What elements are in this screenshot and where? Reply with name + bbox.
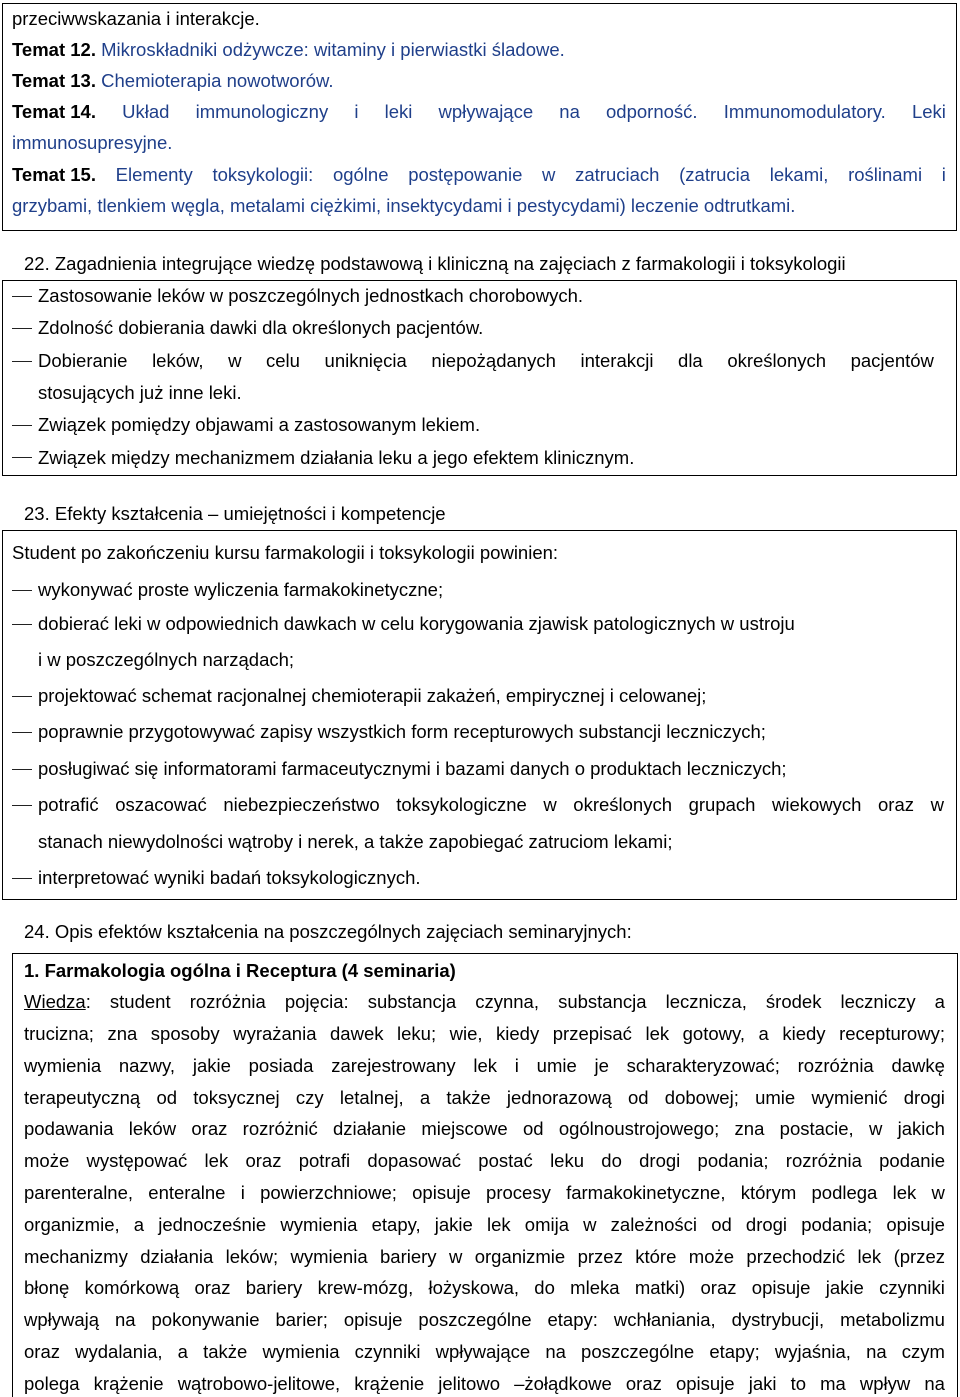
dash-icon	[12, 769, 32, 770]
justified-word: działanie	[333, 1118, 407, 1140]
justified-word: opisuje	[675, 1372, 735, 1394]
justified-word: scharakteryzować;	[626, 1054, 780, 1076]
justified-word: czynniki	[879, 1277, 945, 1299]
justified-word: zna	[107, 1023, 138, 1044]
justified-word: oraz	[245, 1150, 282, 1172]
justified-word: wymienia	[290, 1245, 368, 1267]
justified-word: wymienić	[811, 1086, 888, 1108]
justified-word: opisuje	[412, 1182, 471, 1203]
justified-word: rozróżnić	[242, 1118, 318, 1140]
justified-word: do	[534, 1277, 555, 1299]
justified-word: w	[542, 164, 556, 185]
justified-word: potrafi	[298, 1150, 351, 1172]
justified-word: jelitowo	[438, 1372, 500, 1394]
wiedza-line	[24, 1341, 945, 1363]
justified-word: jakie	[434, 1213, 473, 1235]
justified-word: jakich	[897, 1118, 945, 1140]
wiedza-label: Wiedza	[24, 991, 86, 1012]
justified-word: pokonywanie	[151, 1309, 260, 1331]
justified-word: dystrybucji,	[731, 1309, 825, 1331]
justified-word: przechodzić	[746, 1245, 846, 1267]
justified-word: leków,	[152, 350, 204, 371]
justified-word: leku;	[397, 1023, 437, 1044]
justified-word: a	[419, 1086, 431, 1108]
justified-word: drogi	[639, 1150, 681, 1172]
justified-word: jakie	[825, 1277, 864, 1299]
justified-word: i	[354, 101, 359, 122]
justified-word: ogólnoustrojowego;	[558, 1118, 720, 1140]
justified-word: niepożądanych	[431, 350, 556, 371]
justified-word: którym	[740, 1182, 797, 1203]
topic-14-line2: immunosupresyjne.	[12, 132, 173, 153]
justified-word: zna	[734, 1118, 765, 1140]
s22-item-1: Zastosowanie leków w poszczególnych jednostkach chorobowych.	[38, 285, 584, 306]
justified-word: wiekowych	[772, 794, 862, 815]
justified-word: poszczególne	[418, 1309, 532, 1331]
justified-word: a	[934, 991, 945, 1012]
justified-word: leku	[550, 1150, 585, 1172]
justified-word: wyrażania	[233, 1023, 317, 1044]
justified-word: środek	[765, 991, 822, 1012]
justified-word: omija	[524, 1213, 569, 1235]
wiedza-line	[24, 1023, 945, 1045]
topic-13	[12, 70, 334, 92]
s23-item-4: poprawnie przygotowywać zapisy wszystkich form recepturowych substancji leczniczych;	[38, 721, 766, 742]
justified-word: postać	[478, 1150, 533, 1172]
justified-word: w	[543, 794, 557, 815]
justified-word: odporność.	[606, 101, 698, 122]
justified-word: enteralne	[148, 1182, 226, 1203]
colon: :	[85, 991, 91, 1012]
wiedza-word	[24, 991, 91, 1013]
justified-word: podanie	[879, 1150, 945, 1172]
justified-word: wchłaniania,	[613, 1309, 716, 1331]
justified-word: postacie,	[779, 1118, 854, 1140]
justified-word: dawek	[330, 1023, 384, 1044]
section-22-heading: 22. Zagadnienia integrujące wiedzę podstawową i kliniczną na zajęciach z farmakologii i toksykologii	[24, 253, 846, 274]
dash-icon	[12, 696, 32, 697]
justified-word: recepturowy;	[839, 1023, 945, 1044]
s22-item-3-line2: stosujących już inne leki.	[38, 382, 242, 403]
section-24-heading: 24. Opis efektów kształcenia na poszczególnych zajęciach seminaryjnych:	[24, 921, 632, 942]
dash-icon	[12, 878, 32, 879]
justified-word: wie,	[449, 1023, 483, 1044]
justified-word: roślinami	[848, 164, 923, 185]
s22-item-3-line1	[38, 350, 934, 372]
topic-13-text: Chemioterapia nowotworów.	[101, 70, 334, 91]
justified-word: i	[514, 1054, 519, 1076]
justified-word: rozróżnia	[797, 1054, 874, 1076]
justified-word: Immunomodulatory.	[723, 101, 886, 122]
dash-icon	[12, 457, 32, 458]
justified-word: oraz	[625, 1372, 662, 1394]
s23-item-6-line2: stanach niewydolności wątroby i nerek, a także zapobiegać zatruciom lekami;	[38, 831, 673, 852]
justified-word: jednocześnie	[158, 1213, 267, 1235]
wiedza-line	[24, 1150, 945, 1172]
justified-word: bariery	[380, 1245, 437, 1267]
justified-word: wyjaśnia,	[774, 1341, 851, 1362]
topic-15-line2: grzybami, tlenkiem węgla, metalami ciężkimi, insektycydami i pestycydami) leczenie odtrutkami.	[12, 195, 796, 216]
justified-word: zarejestrowany	[331, 1054, 456, 1076]
justified-word: w	[583, 1213, 597, 1235]
justified-word: lek	[204, 1150, 229, 1172]
justified-word: matki)	[634, 1277, 686, 1299]
justified-word: potrafić	[38, 794, 99, 815]
justified-word: miejscowe	[421, 1118, 508, 1140]
dash-icon	[12, 328, 32, 329]
justified-word: metabolizmu	[840, 1309, 945, 1331]
justified-word: jednorazową	[506, 1086, 612, 1108]
s22-item-4: Związek pomiędzy objawami a zastosowanym lekiem.	[38, 414, 481, 435]
justified-word: leki	[384, 101, 413, 122]
justified-word: krążenie	[354, 1372, 425, 1394]
justified-word: wpływ	[859, 1372, 911, 1394]
justified-word: dobowej;	[664, 1086, 739, 1108]
justified-word: występować	[86, 1150, 188, 1172]
section-23-heading: 23. Efekty kształcenia – umiejętności i kompetencje	[24, 503, 446, 524]
justified-word: jaki	[748, 1372, 777, 1394]
s23-item-2-line1: dobierać leki w odpowiednich dawkach w celu korygowania zjawisk patologicznych w ustroju	[38, 613, 795, 634]
justified-word: barier;	[275, 1309, 328, 1331]
justified-word: od	[627, 1086, 649, 1108]
justified-word: umie	[536, 1054, 577, 1076]
justified-word: to	[790, 1372, 806, 1394]
justified-word: a	[177, 1341, 188, 1362]
justified-word: od	[156, 1086, 178, 1108]
justified-word: pacjentów	[850, 350, 934, 371]
justified-word: lek	[892, 1182, 917, 1203]
topic-13-label: Temat 13.	[12, 70, 96, 91]
s23-item-5: posługiwać się informatorami farmaceutycznymi i bazami danych o produktach leczniczych;	[38, 758, 787, 779]
justified-word: organizmie,	[24, 1213, 120, 1235]
justified-word: w	[448, 1245, 463, 1267]
justified-word: krew-mózg,	[317, 1277, 414, 1299]
justified-word: leków;	[225, 1245, 279, 1267]
justified-word: na	[545, 1341, 566, 1362]
justified-word: gotowy,	[682, 1023, 746, 1044]
justified-word: wątrobowo-jelitowe,	[177, 1372, 341, 1394]
justified-word: a	[758, 1023, 769, 1044]
topic-14-line1	[12, 101, 946, 123]
dash-icon	[12, 361, 32, 362]
justified-word: Dobieranie	[38, 350, 128, 371]
justified-word: lek	[486, 1213, 511, 1235]
justified-word: czym	[901, 1341, 945, 1362]
justified-word: wydalania,	[75, 1341, 163, 1362]
s23-item-3: projektować schemat racjonalnej chemioterapii zakażeń, empirycznej i celowanej;	[38, 685, 707, 706]
justified-word: a	[133, 1213, 145, 1235]
justified-word: substancja	[558, 991, 647, 1012]
s23-item-2-line2: i w poszczególnych narządach;	[38, 649, 295, 670]
justified-word: lekami,	[769, 164, 829, 185]
justified-word: bariery	[245, 1277, 303, 1299]
dash-icon	[12, 590, 32, 591]
wiedza-line	[24, 1118, 945, 1140]
justified-word: student	[109, 991, 171, 1012]
justified-word: drogi	[745, 1213, 788, 1235]
justified-word: Elementy	[115, 164, 193, 185]
justified-word: mleka	[570, 1277, 620, 1299]
s23-item-1: wykonywać proste wyliczenia farmakokinetyczne;	[38, 579, 444, 600]
justified-word: etapy;	[709, 1341, 760, 1362]
wiedza-line	[24, 1182, 945, 1204]
justified-word: oraz	[194, 1277, 231, 1299]
dash-icon	[12, 425, 32, 426]
justified-word: zależności	[610, 1213, 698, 1235]
justified-word: wymienia	[280, 1213, 358, 1235]
justified-word: zatruciach	[575, 164, 660, 185]
justified-word: także	[446, 1086, 491, 1108]
justified-word: kiedy	[782, 1023, 826, 1044]
justified-word: i	[941, 164, 946, 185]
justified-word: farmakokinetyczne,	[566, 1182, 726, 1203]
dash-icon	[12, 805, 32, 806]
justified-word: i	[240, 1182, 245, 1203]
justified-word: toksykologiczne	[396, 794, 527, 815]
justified-word: lek	[473, 1054, 498, 1076]
justified-word: etapy,	[371, 1213, 421, 1235]
justified-word: oraz	[878, 794, 915, 815]
justified-word: pojęcia:	[284, 991, 349, 1012]
justified-word: na	[559, 101, 580, 122]
justified-word: podawania	[24, 1118, 114, 1140]
justified-word: niebezpieczeństwo	[223, 794, 380, 815]
justified-word: mechanizmy	[24, 1245, 128, 1267]
justified-word: nazwy,	[118, 1054, 176, 1076]
justified-word: błonę	[24, 1277, 70, 1299]
justified-word: organizmie	[474, 1245, 566, 1267]
justified-word: posiada	[248, 1054, 314, 1076]
justified-word: przepisać	[552, 1023, 632, 1044]
justified-word: od	[522, 1118, 544, 1140]
justified-word: na	[924, 1372, 945, 1394]
wiedza-line	[24, 1214, 945, 1236]
justified-word: od	[711, 1213, 732, 1235]
topic-continuation: przeciwwskazania i interakcje.	[12, 8, 260, 29]
wiedza-line	[24, 1373, 945, 1395]
justified-word: czynniki	[354, 1341, 421, 1362]
justified-word: drogi	[903, 1086, 945, 1108]
justified-word: powierzchniowe;	[260, 1182, 397, 1203]
justified-word: łożyskowa,	[428, 1277, 519, 1299]
justified-word: trucizna;	[24, 1023, 94, 1044]
justified-word: działania	[140, 1245, 214, 1267]
justified-word: na	[115, 1309, 136, 1331]
justified-word: podania;	[801, 1213, 873, 1235]
justified-word: dopasować	[367, 1150, 462, 1172]
justified-word: oraz	[191, 1118, 228, 1140]
justified-word: procesy	[486, 1182, 551, 1203]
justified-word: substancja	[367, 991, 457, 1012]
justified-word: Układ	[122, 101, 170, 122]
justified-word: komórkową	[84, 1277, 180, 1299]
justified-word: wymienia	[262, 1341, 340, 1362]
topic-14-label: Temat 14.	[12, 101, 96, 122]
justified-word: oraz	[700, 1277, 737, 1299]
justified-word: oraz	[24, 1341, 60, 1362]
justified-word: podania;	[697, 1150, 769, 1172]
justified-word: w	[868, 1118, 883, 1140]
topic-12-text: Mikroskładniki odżywcze: witaminy i pierwiastki śladowe.	[101, 39, 565, 60]
wiedza-line	[24, 1087, 945, 1109]
wiedza-line	[24, 1277, 945, 1299]
justified-word: grupach	[688, 794, 756, 815]
s22-item-2: Zdolność dobierania dawki dla określonych pacjentów.	[38, 317, 484, 338]
justified-word: leczniczy	[840, 991, 916, 1012]
justified-word: może	[688, 1245, 735, 1267]
topic-12-label: Temat 12.	[12, 39, 96, 60]
justified-word: leków	[128, 1118, 177, 1140]
justified-word: może	[24, 1150, 70, 1172]
wiedza-line	[24, 1309, 945, 1331]
justified-word: kiedy	[496, 1023, 540, 1044]
justified-word: toksycznej	[193, 1086, 280, 1108]
justified-word: –żołądkowe	[514, 1372, 612, 1394]
justified-word: dla	[678, 350, 703, 371]
topic-12	[12, 39, 565, 61]
justified-word: etapy:	[547, 1309, 598, 1331]
justified-word: podlega	[811, 1182, 878, 1203]
justified-word: polega	[24, 1372, 80, 1394]
justified-word: postępowanie	[408, 164, 523, 185]
justified-word: wymienia	[24, 1054, 102, 1076]
justified-word: w	[228, 350, 242, 371]
justified-word: czynna,	[475, 991, 539, 1012]
justified-word: czy	[295, 1086, 324, 1108]
justified-word: umie	[755, 1086, 796, 1108]
justified-word: parenteralne,	[24, 1182, 134, 1203]
justified-word: na	[866, 1341, 887, 1362]
justified-word: lek	[857, 1245, 882, 1267]
justified-word: uniknięcia	[324, 350, 407, 371]
s23-item-6-line1	[38, 794, 944, 816]
s23-intro: Student po zakończeniu kursu farmakologii i toksykologii powinien:	[12, 542, 559, 563]
topic-15-line1	[12, 164, 946, 186]
justified-word: wpływające	[435, 1341, 531, 1362]
justified-word: celu	[266, 350, 300, 371]
justified-word: lek	[645, 1023, 670, 1044]
justified-word: interakcji	[580, 350, 654, 371]
justified-word: w	[930, 794, 944, 815]
justified-word: lecznicza,	[665, 991, 747, 1012]
justified-word: przez	[577, 1245, 623, 1267]
justified-word: oszacować	[115, 794, 207, 815]
justified-word: jakie	[192, 1054, 231, 1076]
justified-word: opisuje	[886, 1213, 945, 1235]
justified-word: opisuje	[343, 1309, 403, 1331]
justified-word: Leki	[911, 101, 946, 122]
dash-icon	[12, 732, 32, 733]
justified-word: ma	[820, 1372, 846, 1394]
s23-item-7: interpretować wyniki badań toksykologicznych.	[38, 867, 421, 888]
s24-subheading: 1. Farmakologia ogólna i Receptura (4 seminaria)	[24, 960, 456, 981]
justified-word: krążenie	[93, 1372, 164, 1394]
wiedza-line	[24, 1055, 945, 1077]
justified-word: ogólne	[332, 164, 389, 185]
justified-word: je	[594, 1054, 609, 1076]
justified-word: które	[635, 1245, 677, 1267]
justified-word: wpływające	[438, 101, 534, 122]
justified-word: terapeutyczną	[24, 1086, 141, 1108]
justified-word: do	[601, 1150, 622, 1172]
justified-word: (zatrucia	[679, 164, 751, 185]
justified-word: także	[203, 1341, 248, 1362]
justified-word: wpływają	[24, 1309, 100, 1331]
justified-word: immunologiczny	[195, 101, 329, 122]
topic-15-label: Temat 15.	[12, 164, 96, 185]
justified-word: rozróżnia	[189, 991, 266, 1012]
justified-word: sposoby	[150, 1023, 220, 1044]
justified-word: letalnej,	[339, 1086, 404, 1108]
s24-line-1	[24, 991, 945, 1013]
justified-word: (przez	[893, 1245, 945, 1267]
justified-word: rozróżnia	[785, 1150, 862, 1172]
justified-word: toksykologii:	[212, 164, 314, 185]
s22-item-5: Związek między mechanizmem działania leku a jego efektem klinicznym.	[38, 447, 635, 468]
wiedza-line	[24, 1246, 945, 1268]
justified-word: opisuje	[751, 1277, 811, 1299]
justified-word: określonych	[573, 794, 673, 815]
dash-icon	[12, 296, 32, 297]
justified-word: w	[931, 1182, 945, 1203]
justified-word: poszczególne	[581, 1341, 695, 1362]
justified-word: dawkę	[891, 1054, 945, 1076]
justified-word: określonych	[727, 350, 827, 371]
dash-icon	[12, 624, 32, 625]
